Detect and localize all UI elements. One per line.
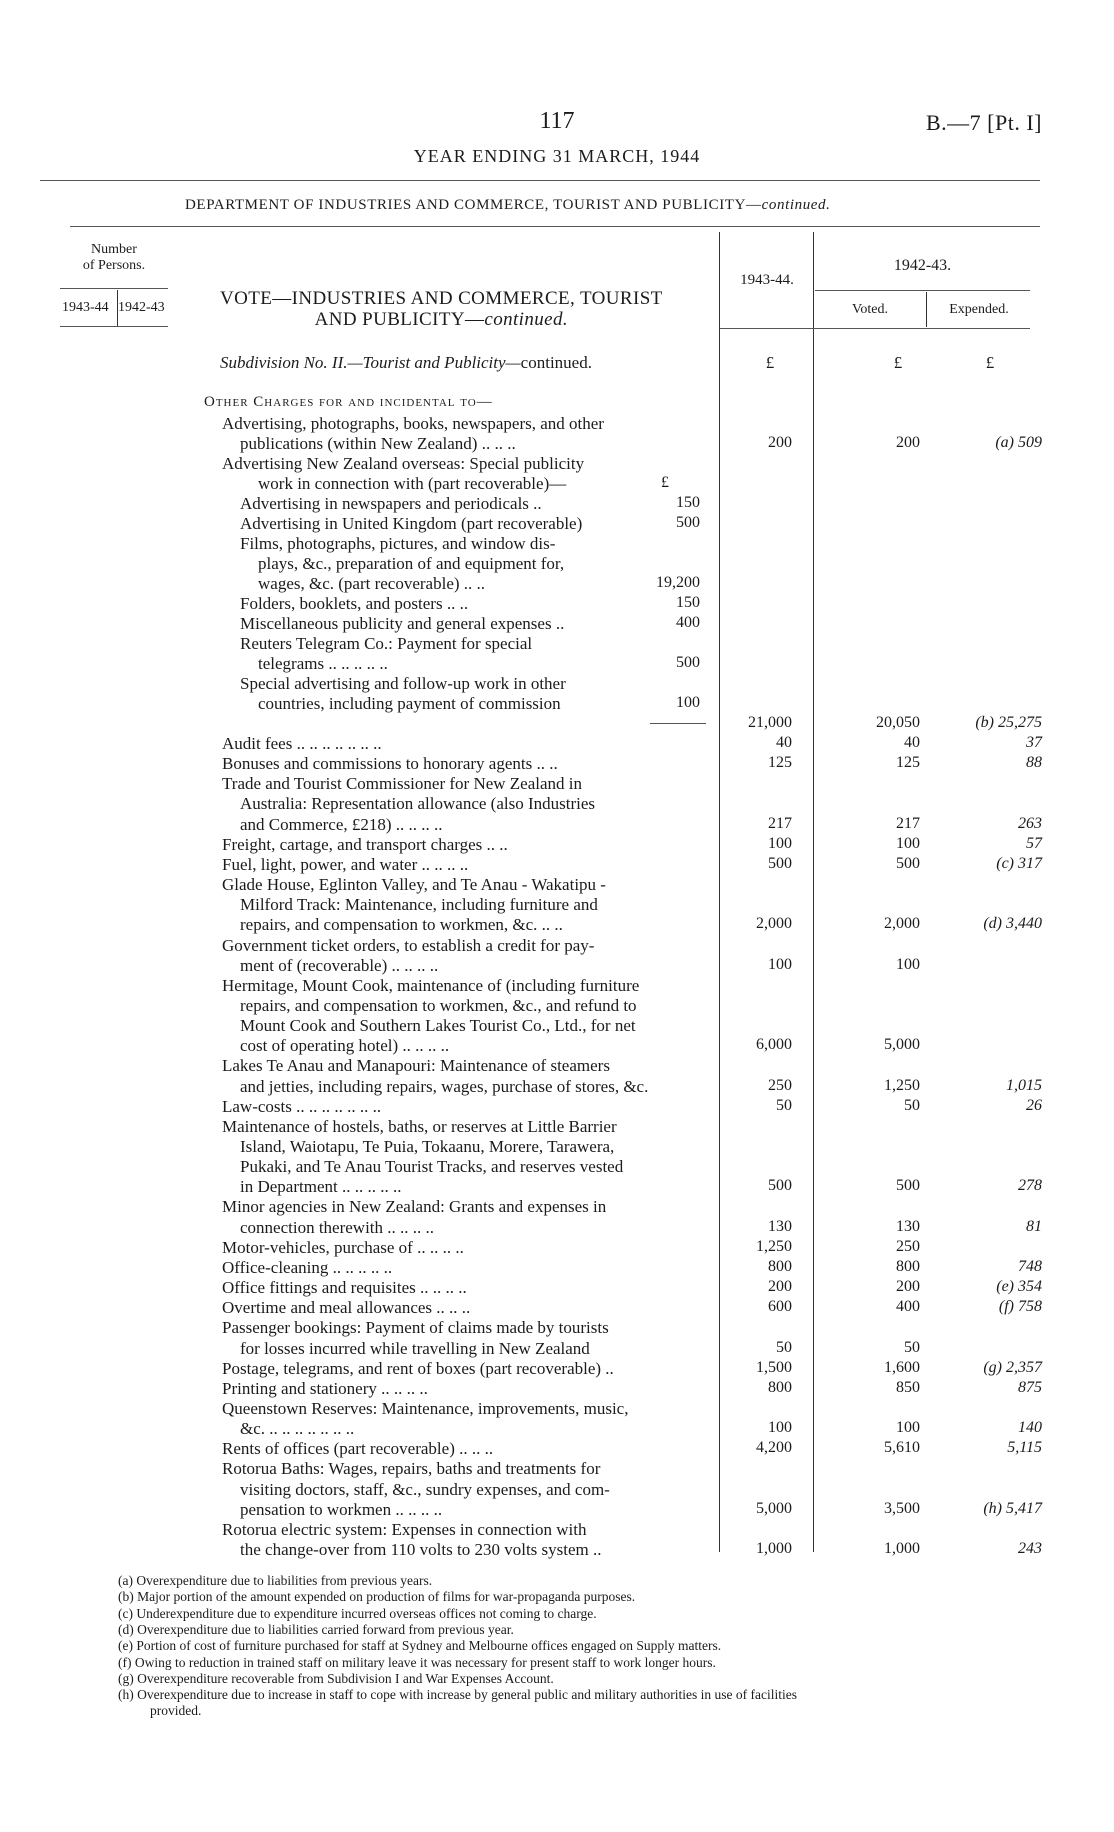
expended-value: (d) 3,440 <box>983 915 1042 933</box>
sub-item-label: Reuters Telegram Co.: Payment for special <box>240 634 533 653</box>
item-line: Glade House, Eglinton Valley, and Te Anau - Wakatipu - <box>222 875 606 895</box>
persons-heading-line2: of Persons. <box>82 258 146 273</box>
item-line: Rents of offices (part recoverable) .. .. .. <box>222 1439 494 1459</box>
sub-item-amount: 500 <box>676 654 700 671</box>
vote-title-line1: VOTE—INDUSTRIES AND COMMERCE, TOURIST <box>220 288 663 309</box>
sub-item-amount: 500 <box>676 514 700 531</box>
est-value: 21,000 <box>748 714 792 731</box>
sub-item-label: Advertising in newspapers and periodicals .. <box>240 494 542 513</box>
persons-heading <box>60 242 168 274</box>
footnote: (a) Overexpenditure due to liabilities from previous years. <box>118 1573 433 1588</box>
expended-value: 26 <box>1026 1096 1042 1114</box>
expended-value: (g) 2,357 <box>983 1358 1042 1376</box>
footnote: (e) Portion of cost of furniture purchased for staff at Sydney and Melbourne offices engaged on Supply matters. <box>118 1638 722 1654</box>
subdivision-italic: Subdivision No. II.—Tourist and Publicity— <box>220 353 521 372</box>
expended-value: (b) 25,275 <box>975 714 1042 731</box>
expended-value: 37 <box>1026 734 1042 751</box>
item-line: connection therewith .. .. .. .. <box>240 1217 435 1237</box>
voted-value: 50 <box>904 1338 920 1356</box>
voted-value: 500 <box>896 854 920 872</box>
est-value: 217 <box>768 814 792 832</box>
currency-expended: £ <box>985 353 995 372</box>
sub-item-amount: 400 <box>676 614 700 631</box>
voted-expended-divider <box>926 292 927 327</box>
est-value: 200 <box>768 1278 792 1296</box>
item-line: Law-costs .. .. .. .. .. .. .. <box>222 1096 382 1116</box>
voted-value: 200 <box>896 434 920 451</box>
col-voted-heading: Voted. <box>852 302 888 317</box>
voted-value: 100 <box>896 955 920 973</box>
est-value: 800 <box>768 1378 792 1396</box>
page-number: 117 <box>539 108 575 134</box>
document-reference: B.—7 [Pt. I] <box>926 110 1042 135</box>
est-value: 100 <box>768 955 792 973</box>
item-line: &c. .. .. .. .. .. .. .. <box>240 1419 355 1439</box>
item-line: ment of (recoverable) .. .. .. .. <box>240 955 439 975</box>
voted-value: 1,250 <box>884 1076 920 1094</box>
est-value: 125 <box>768 754 792 772</box>
est-value: 100 <box>768 1419 792 1437</box>
sub-item-label: plays, &c., preparation of and equipment for, <box>258 554 565 573</box>
item-line: Rotorua electric system: Expenses in connection with <box>222 1519 587 1539</box>
item-line: Milford Track: Maintenance, including furniture and <box>240 895 598 915</box>
vote-title <box>220 288 663 330</box>
expended-value: 875 <box>1018 1378 1042 1396</box>
col-expended-heading: Expended. <box>949 302 1009 317</box>
item-line: Postage, telegrams, and rent of boxes (part recoverable) .. <box>222 1358 614 1378</box>
voted-value: 217 <box>896 814 920 832</box>
expended-value: 81 <box>1026 1217 1042 1235</box>
expended-value: (a) 509 <box>995 434 1042 451</box>
department-name: DEPARTMENT OF INDUSTRIES AND COMMERCE, TOURIST AND PUBLICITY— <box>185 197 762 213</box>
voted-value: 5,000 <box>884 1036 920 1054</box>
item-line: Minor agencies in New Zealand: Grants and expenses in <box>222 1197 607 1217</box>
subdivision-continued: continued. <box>520 353 592 372</box>
footnote: (g) Overexpenditure recoverable from Subdivision I and War Expenses Account. <box>118 1670 554 1686</box>
item-line: Bonuses and commissions to honorary agents .. .. <box>222 754 558 774</box>
sub-item-amount: 150 <box>676 494 700 511</box>
persons-rule <box>60 288 168 289</box>
expended-value: (f) 758 <box>998 1298 1042 1316</box>
voted-value: 100 <box>896 1419 920 1437</box>
year-header-rule <box>815 290 1030 291</box>
advertising-line: Advertising New Zealand overseas: Special publicity <box>222 454 585 473</box>
persons-col-1943: 1943-44 <box>62 300 109 315</box>
item-line: cost of operating hotel) .. .. .. .. <box>240 1036 450 1056</box>
item-line: and jetties, including repairs, wages, purchase of stores, &c. <box>240 1076 649 1096</box>
year-title: YEAR ENDING 31 MARCH, 1944 <box>413 146 701 166</box>
department-title <box>185 197 831 214</box>
expended-value: 278 <box>1018 1177 1042 1195</box>
voted-value: 2,000 <box>884 915 920 933</box>
sub-item-amount: 150 <box>676 594 700 611</box>
voted-value: 400 <box>896 1298 920 1316</box>
voted-value: 40 <box>904 734 920 751</box>
est-value: 50 <box>776 1338 792 1356</box>
sub-item-label: Folders, booklets, and posters .. .. <box>240 594 469 613</box>
item-line: Island, Waiotapu, Te Puia, Tokaanu, Morere, Tarawera, <box>240 1137 615 1156</box>
item-line: Mount Cook and Southern Lakes Tourist Co., Ltd., for net <box>240 1016 636 1036</box>
item-line: visiting doctors, staff, &c., sundry expenses, and com- <box>240 1479 610 1499</box>
voted-value: 1,000 <box>884 1540 920 1557</box>
expended-value: 748 <box>1018 1257 1042 1275</box>
item-line: Government ticket orders, to establish a credit for pay- <box>222 935 595 955</box>
persons-heading-line1: Number <box>91 242 137 257</box>
sub-currency: £ <box>661 474 669 491</box>
voted-value: 800 <box>896 1257 920 1275</box>
voted-value: 5,610 <box>884 1439 920 1457</box>
est-value: 600 <box>768 1298 792 1316</box>
expended-value: 243 <box>1018 1540 1042 1557</box>
sub-item-label: telegrams .. .. .. .. .. <box>258 654 388 673</box>
expended-value: (c) 317 <box>996 854 1042 872</box>
item-line: Office-cleaning .. .. .. .. .. <box>222 1257 393 1277</box>
est-value: 6,000 <box>756 1036 792 1054</box>
currency-voted: £ <box>893 353 903 372</box>
sub-item-label: Films, photographs, pictures, and window dis- <box>240 534 556 553</box>
item-line: Passenger bookings: Payment of claims made by tourists <box>222 1318 609 1338</box>
est-value: 200 <box>768 434 792 451</box>
item-line: Printing and stationery .. .. .. .. <box>222 1378 428 1398</box>
persons-col-1942: 1942-43 <box>118 300 165 315</box>
est-value: 500 <box>768 1177 792 1195</box>
est-value: 100 <box>768 834 792 852</box>
item-line: repairs, and compensation to workmen, &c., and refund to <box>240 995 637 1015</box>
est-value: 1,500 <box>756 1358 792 1376</box>
est-value: 4,200 <box>756 1439 792 1457</box>
voted-value: 50 <box>904 1096 920 1114</box>
sub-item-amount: 100 <box>676 694 700 711</box>
est-value: 130 <box>768 1217 792 1235</box>
expended-value: 5,115 <box>1007 1439 1042 1457</box>
sub-item-label: Miscellaneous publicity and general expenses .. <box>240 614 565 633</box>
column-head-rule <box>720 328 1030 329</box>
vote-title-line2-text: AND PUBLICITY— <box>314 309 485 330</box>
voted-value: 100 <box>896 834 920 852</box>
item-line: Trade and Tourist Commissioner for New Zealand in <box>222 774 583 794</box>
expended-value: 1,015 <box>1006 1076 1042 1094</box>
item-line: and Commerce, £218) .. .. .. .. <box>240 814 443 834</box>
department-continued: continued. <box>761 197 831 213</box>
expended-value: 140 <box>1018 1419 1042 1437</box>
voted-value: 250 <box>896 1237 920 1255</box>
expended-value: 263 <box>1018 814 1042 832</box>
expended-value: 88 <box>1026 754 1042 772</box>
advertising-line: publications (within New Zealand) .. .. .. <box>240 434 516 453</box>
item-line: Rotorua Baths: Wages, repairs, baths and treatments for <box>222 1459 601 1479</box>
col-1943-heading: 1943-44. <box>740 272 794 288</box>
column-rule-1 <box>719 232 720 1552</box>
subdivision-title <box>220 353 592 373</box>
item-line: Audit fees .. .. .. .. .. .. .. <box>222 734 382 753</box>
sub-item-label: Advertising in United Kingdom (part recoverable) <box>240 514 583 533</box>
item-line: Pukaki, and Te Anau Tourist Tracks, and reserves vested <box>240 1157 624 1177</box>
item-line: repairs, and compensation to workmen, &c. .. .. <box>240 915 563 935</box>
est-value: 1,000 <box>756 1540 792 1557</box>
item-line: Fuel, light, power, and water .. .. .. .. <box>222 854 469 874</box>
other-charges-heading: Other Charges for and incidental to— <box>204 394 493 410</box>
persons-bottom-rule <box>60 326 168 327</box>
item-line: Overtime and meal allowances .. .. .. <box>222 1298 471 1318</box>
voted-value: 200 <box>896 1278 920 1296</box>
footnote: (d) Overexpenditure due to liabilities carried forward from previous year. <box>118 1621 514 1637</box>
footnote: (b) Major portion of the amount expended on production of films for war-propaganda purposes. <box>118 1589 636 1605</box>
est-value: 800 <box>768 1257 792 1275</box>
sub-item-label: countries, including payment of commission <box>258 694 561 713</box>
advertising-line: Advertising, photographs, books, newspapers, and other <box>222 414 604 433</box>
est-value: 50 <box>776 1096 792 1114</box>
item-line: Lakes Te Anau and Manapouri: Maintenance of steamers <box>222 1056 610 1076</box>
item-line: Australia: Representation allowance (also Industries <box>240 794 595 814</box>
est-value: 5,000 <box>756 1499 792 1517</box>
header-rule <box>40 180 1040 181</box>
advertising-line: work in connection with (part recoverable)— <box>258 474 567 493</box>
item-line: Motor-vehicles, purchase of .. .. .. .. <box>222 1237 464 1257</box>
voted-value: 1,600 <box>884 1358 920 1376</box>
voted-value: 3,500 <box>884 1499 920 1517</box>
footnote: provided. <box>150 1703 202 1719</box>
expended-value: (e) 354 <box>996 1278 1042 1296</box>
voted-value: 500 <box>896 1177 920 1195</box>
voted-value: 130 <box>896 1217 920 1235</box>
item-line: Maintenance of hostels, baths, or reserves at Little Barrier <box>222 1116 617 1136</box>
est-value: 250 <box>768 1076 792 1094</box>
sub-item-label: Special advertising and follow-up work in other <box>240 674 566 693</box>
item-line: pensation to workmen .. .. .. .. <box>240 1499 443 1519</box>
item-line: Hermitage, Mount Cook, maintenance of (including furniture <box>222 975 640 995</box>
item-line: Queenstown Reserves: Maintenance, improvements, music, <box>222 1398 629 1418</box>
item-line: in Department .. .. .. .. .. <box>240 1177 402 1197</box>
item-line: Freight, cartage, and transport charges .. .. <box>222 834 508 854</box>
expended-value: (h) 5,417 <box>983 1499 1042 1517</box>
expended-value: 57 <box>1026 834 1042 852</box>
sub-item-amount: 19,200 <box>656 574 700 591</box>
col-1942-heading: 1942-43. <box>893 257 952 274</box>
vote-title-line2 <box>220 309 663 330</box>
voted-value: 850 <box>896 1378 920 1396</box>
sub-item-label: wages, &c. (part recoverable) .. .. <box>258 574 486 593</box>
item-line: Office fittings and requisites .. .. .. .. <box>222 1278 467 1298</box>
footnote: (f) Owing to reduction in trained staff on military leave it was necessary for present staff to work longer hours. <box>118 1654 716 1670</box>
table-top-rule <box>70 226 1040 227</box>
item-line: for losses incurred while travelling in New Zealand <box>240 1338 590 1358</box>
persons-divider <box>117 290 118 326</box>
est-value: 1,250 <box>756 1237 792 1255</box>
voted-value: 125 <box>896 754 920 772</box>
est-value: 2,000 <box>756 915 792 933</box>
item-line: the change-over from 110 volts to 230 volts system .. <box>240 1540 602 1559</box>
est-value: 40 <box>776 734 792 751</box>
footnote: (c) Underexpenditure due to expenditure incurred overseas offices not coming to charge. <box>118 1605 597 1621</box>
vote-title-continued: continued. <box>484 309 569 330</box>
footnote: (h) Overexpenditure due to increase in staff to cope with increase by general public and military authorities in use of facilities <box>118 1687 798 1703</box>
voted-value: 20,050 <box>876 714 920 731</box>
column-rule-2 <box>813 232 814 1552</box>
est-value: 500 <box>768 854 792 872</box>
currency-1943: £ <box>765 353 775 372</box>
subtotal-rule <box>650 723 706 724</box>
